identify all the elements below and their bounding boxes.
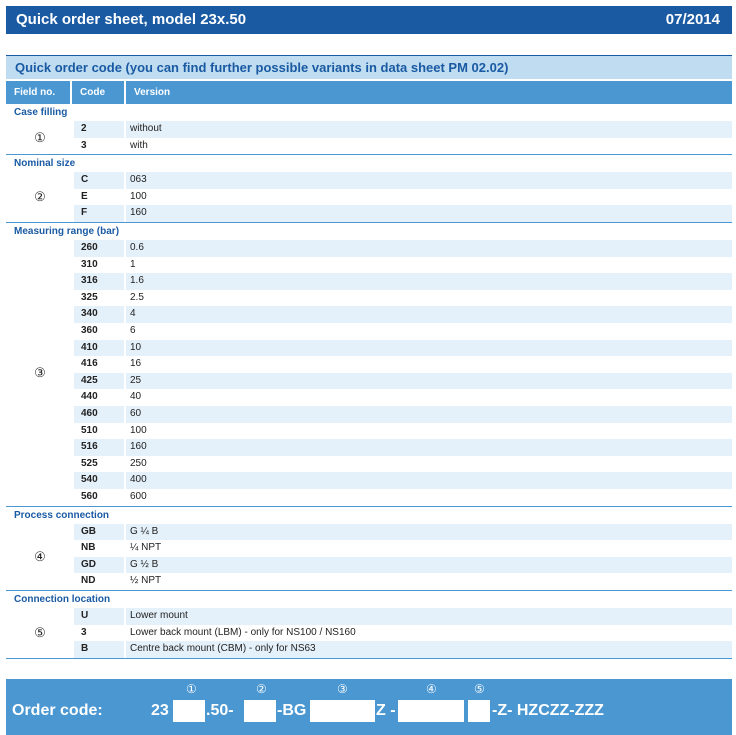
order-code-table [6,104,732,659]
table-row [6,189,732,206]
code-cell: GB [74,524,124,541]
field-4-input-box[interactable] [398,700,464,722]
field-number: ③ [34,364,46,380]
code-cell: NB [81,542,96,554]
version-cell: 40 [130,391,142,403]
column-field-no: Field no. [6,81,72,104]
table-row [6,423,732,440]
code-cell: 540 [74,472,124,489]
version-cell: Lower mount [126,608,732,625]
code-cell: 510 [81,424,98,436]
table-row [6,573,732,590]
order-code-tail: -Z- HZCZZ-ZZZ [492,702,604,719]
table-group [6,155,732,223]
page-date: 07/2014 [665,11,720,28]
table-group [6,104,732,155]
table-row [6,257,732,274]
group-title: Measuring range (bar) [14,225,120,237]
code-cell: B [74,641,124,658]
code-cell: 310 [81,258,98,270]
code-cell: F [74,205,124,222]
field-marker-2: ② [256,682,267,696]
version-cell: Lower back mount (LBM) - only for NS100 / NS160 [130,626,356,638]
version-cell: 6 [130,324,136,336]
version-cell: 160 [126,205,732,222]
code-cell: 560 [81,490,98,502]
table-group [6,507,732,591]
version-cell: ½ NPT [130,575,162,587]
version-cell: G ¼ B [126,524,732,541]
version-cell: 1 [130,258,136,270]
code-cell: 460 [74,406,124,423]
table-row [6,240,732,257]
version-cell: 400 [126,472,732,489]
code-cell: GD [74,557,124,574]
table-row [6,439,732,456]
code-cell: 325 [81,291,98,303]
field-number: ⑤ [34,624,46,640]
table-row [6,472,732,489]
table-row [6,608,732,625]
code-cell: ND [81,575,96,587]
table-row [6,540,732,557]
code-cell: 3 [81,139,87,151]
table-row [6,557,732,574]
table-column-header [6,81,732,104]
version-cell: 2.5 [130,291,144,303]
code-cell: 525 [81,457,98,469]
table-row [6,641,732,658]
version-cell: 16 [130,358,142,370]
table-row [6,340,732,357]
code-cell: U [74,608,124,625]
table-row [6,121,732,138]
code-cell: E [81,190,88,202]
code-cell: 340 [74,306,124,323]
table-row [6,524,732,541]
page-title: Quick order sheet, model 23x.50 [16,11,247,28]
field-number: ④ [34,548,46,564]
table-row [6,489,732,506]
group-title: Nominal size [14,158,76,170]
code-cell: 316 [74,273,124,290]
section-title: Quick order code (you can find further possible variants in data sheet PM 02.02) [15,60,509,75]
table-row [6,172,732,189]
code-cell: 3 [81,626,87,638]
table-row [6,205,732,222]
version-cell: Centre back mount (CBM) - only for NS63 [126,641,732,658]
table-row [6,323,732,340]
order-code-model-suffix: .50- [206,702,234,719]
version-cell: with [130,139,148,151]
field-3-input-box[interactable] [310,700,375,722]
field-marker-1: ① [186,682,197,696]
version-cell: 600 [130,490,147,502]
table-row [6,389,732,406]
version-cell: ¼ NPT [130,542,162,554]
table-row [6,356,732,373]
version-cell: 0.6 [126,240,732,257]
column-code: Code [72,81,126,104]
version-cell: 1.6 [126,273,732,290]
field-marker-3: ③ [337,682,348,696]
version-cell: 25 [126,373,732,390]
table-row [6,406,732,423]
version-cell: G ½ B [126,557,732,574]
field-5-input-box[interactable] [468,700,490,722]
version-cell: 160 [126,439,732,456]
code-cell: 425 [74,373,124,390]
column-version: Version [134,87,171,98]
code-cell: 416 [81,358,98,370]
version-cell: 10 [126,340,732,357]
version-cell: 250 [130,457,147,469]
code-cell: 410 [74,340,124,357]
field-number: ① [34,129,46,145]
order-code-prefix: 23 [151,702,169,719]
version-cell: without [126,121,732,138]
code-cell: 2 [74,121,124,138]
group-title: Process connection [14,509,110,521]
field-2-input-box[interactable] [244,700,276,722]
version-cell: 100 [130,190,147,202]
field-1-input-box[interactable] [173,700,205,722]
table-group [6,591,732,659]
table-row [6,138,732,155]
order-code-footer [6,679,732,735]
table-row [6,290,732,307]
version-cell: 063 [126,172,732,189]
version-cell: 100 [130,424,147,436]
table-row [6,625,732,642]
order-code-bg: -BG [277,702,307,719]
table-row [6,373,732,390]
order-code-label: Order code: [12,702,103,719]
code-cell: C [74,172,124,189]
code-cell: 516 [74,439,124,456]
version-cell: 60 [126,406,732,423]
group-title: Case filling [14,107,68,118]
section-title-bar [6,55,732,79]
table-row [6,306,732,323]
group-title: Connection location [14,593,111,605]
code-cell: 360 [81,324,98,336]
code-cell: 440 [81,391,98,403]
page-header [6,6,732,34]
table-group [6,223,732,507]
order-code-z: Z - [376,702,396,719]
field-marker-4: ④ [426,682,437,696]
field-marker-5: ⑤ [474,682,485,696]
field-number: ② [34,189,46,205]
table-row [6,273,732,290]
version-cell: 4 [126,306,732,323]
code-cell: 260 [74,240,124,257]
table-row [6,456,732,473]
